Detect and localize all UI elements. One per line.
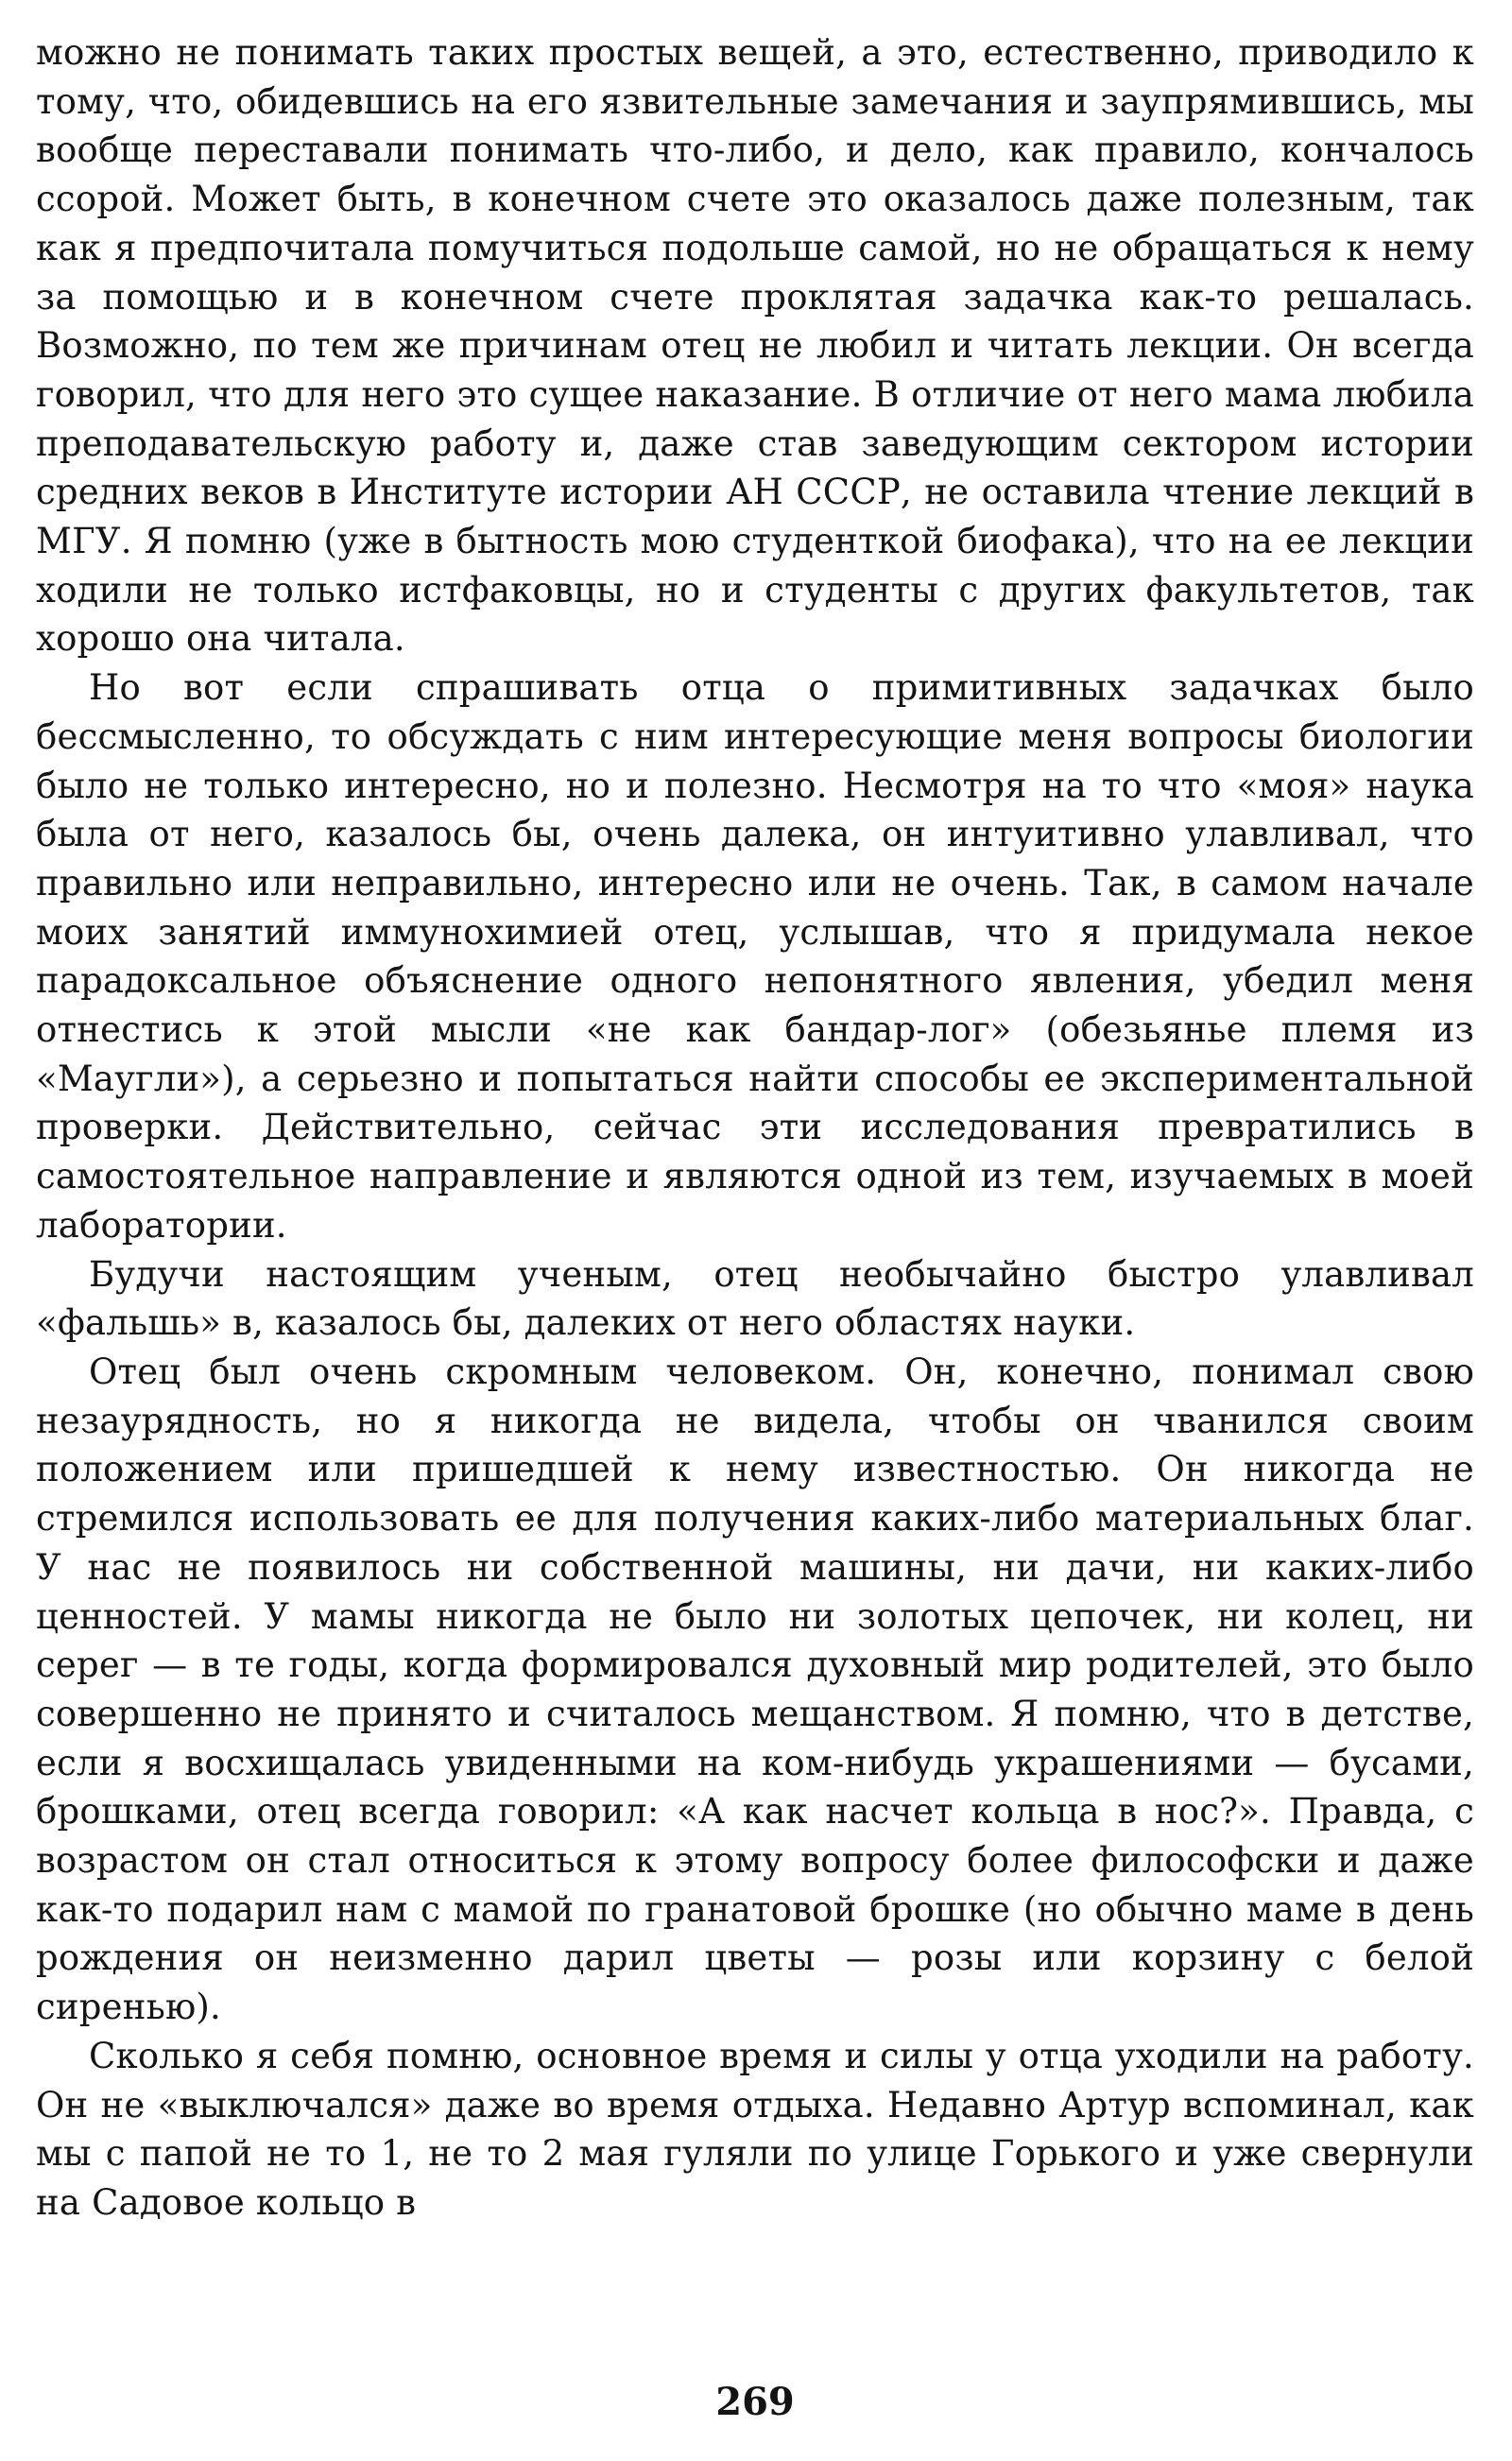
book-page bbox=[36, 28, 1474, 2448]
page-number: 269 bbox=[715, 2380, 795, 2424]
body-text bbox=[36, 28, 1474, 2228]
paragraph-1: можно не понимать таких простых вещей, а это, естественно, приводило к тому, что, обидевшись на его язвительные замечания и заупрямившись, мы вообще переставали понимать что-либо, и дело, как правило, кончалось ссорой. Может быть, в конечном счете это оказалось даже полезным, так как я предпочитала помучиться подольше самой, но не обращаться к нему за помощью и в конечном счете проклятая задачка как-то решалась. Возможно, по тем же причинам отец не любил и читать лекции. Он всегда говорил, что для него это сущее наказание. В отличие от него мама любила преподавательскую работу и, даже став заведующим сектором истории средних веков в Институте истории АН СССР, не оставила чтение лекций в МГУ. Я помню (уже в бытность мою студенткой биофака), что на ее лекции ходили не только истфаковцы, но и студенты с других факультетов, так хорошо она читала. bbox=[36, 32, 1474, 660]
paragraph-3: Будучи настоящим ученым, отец необычайно быстро улавливал «фальшь» в, казалось бы, далеких от него областях науки. bbox=[36, 1253, 1474, 1344]
paragraph-2: Но вот если спрашивать отца о примитивных задачках было бессмысленно, то обсуждать с ним интересующие меня вопросы биологии было не только интересно, но и полезно. Несмотря на то что «моя» наука была от него, казалось бы, очень далека, он интуитивно улавливал, что правильно или неправильно, интересно или не очень. Так, в самом начале моих занятий иммунохимией отец, услышав, что я придумала некое парадоксальное объяснение одного непонятного явления, убедил меня отнестись к этой мысли «не как бандар-лог» (обезьянье племя из «Маугли»), а серьезно и попытаться найти способы ее экспериментальной проверки. Действительно, сейчас эти исследования превратились в самостоятельное направление и являются одной из тем, изучаемых в моей лаборатории. bbox=[36, 667, 1474, 1246]
paragraph-5: Сколько я себя помню, основное время и силы у отца уходили на работу. Он не «выключался» даже во время отдыха. Недавно Артур вспоминал, как мы с папой не то 1, не то 2 мая гуляли по улице Горького и уже свернули на Садовое кольцо в bbox=[36, 2035, 1474, 2223]
paragraph-4: Отец был очень скромным человеком. Он, конечно, понимал свою незаурядность, но я никогда не видела, чтобы он чванился своим положением или пришедшей к нему известностью. Он никогда не стремился использовать ее для получения каких-либо материальных благ. У нас не появилось ни собственной машины, ни дачи, ни каких-либо ценностей. У мамы никогда не было ни золотых цепочек, ни колец, ни серег — в те годы, когда формировался духовный мир родителей, это было совершенно не принято и считалось мещанством. Я помню, что в детстве, если я восхищалась увиденными на ком-нибудь украшениями — бусами, брошками, отец всегда говорил: «А как насчет кольца в нос?». Правда, с возрастом он стал относиться к этому вопросу более философски и даже как-то подарил нам с мамой по гранатовой брошке (но обычно маме в день рождения он неизменно дарил цветы — розы или корзину с белой сиренью). bbox=[36, 1351, 1474, 2028]
